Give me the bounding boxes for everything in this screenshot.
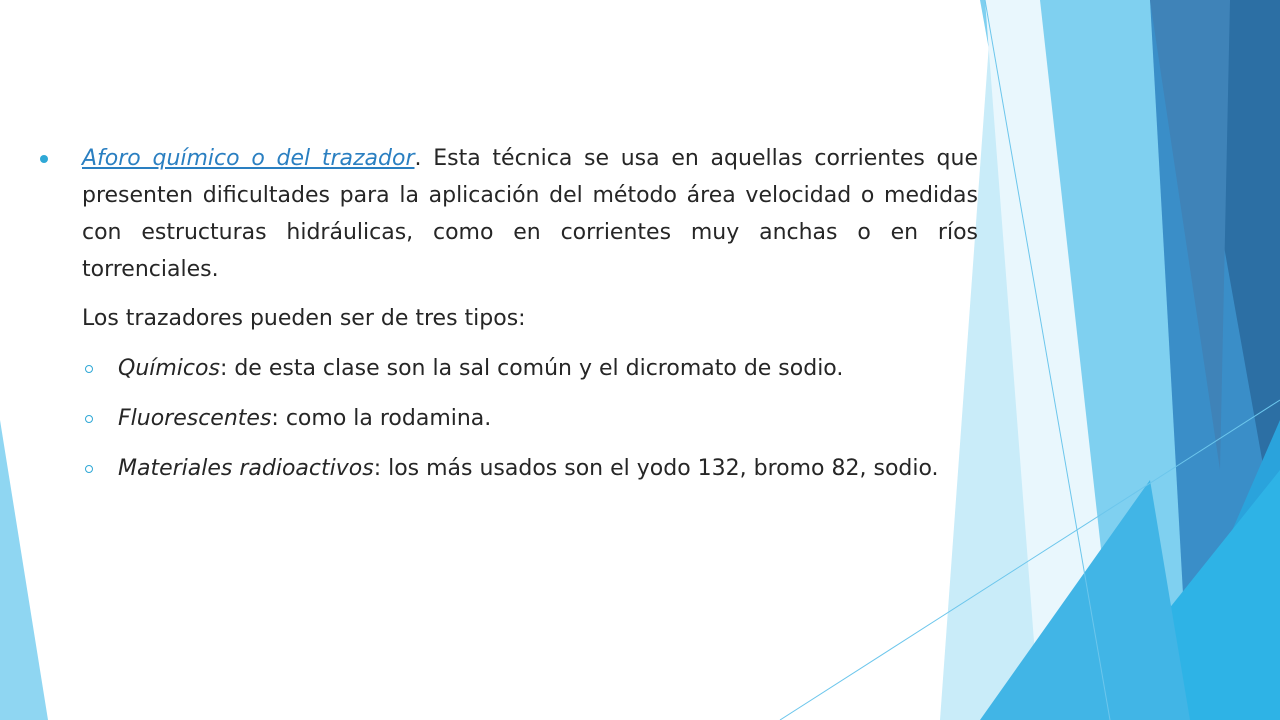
bullet-dot-icon: [40, 155, 48, 163]
list-item-radioactivos: [40, 450, 978, 487]
intro-text: . Esta técnica se usa en aquellas corrientes que presenten dificultades para la aplicación del método área velocidad o medidas con estructuras hidráulicas, como en corrientes muy anchas o en ríos torrenciales.: [82, 146, 979, 282]
item-term: Fluorescentes: [118, 406, 272, 431]
item-term: Materiales radioactivos: [118, 456, 374, 481]
bullet-ring-icon: [85, 365, 93, 373]
types-heading: Los trazadores pueden ser de tres tipos:: [82, 306, 526, 331]
item-text: : los más usados son el yodo 132, bromo 82, sodio.: [373, 456, 939, 481]
item-text: : de esta clase son la sal común y el dicromato de sodio.: [219, 356, 844, 381]
bullet-ring-icon: [85, 415, 93, 423]
list-item-fluorescentes: [40, 400, 978, 437]
bullet-ring-icon: [85, 465, 93, 473]
slide-content: [40, 140, 978, 487]
intro-paragraph: [40, 140, 978, 288]
right-facets: [940, 0, 1280, 720]
tracer-method-link[interactable]: Aforo químico o del trazador: [82, 146, 415, 171]
item-term: Químicos: [118, 356, 220, 381]
item-text: : como la rodamina.: [271, 406, 492, 431]
list-item-quimicos: [40, 350, 978, 387]
